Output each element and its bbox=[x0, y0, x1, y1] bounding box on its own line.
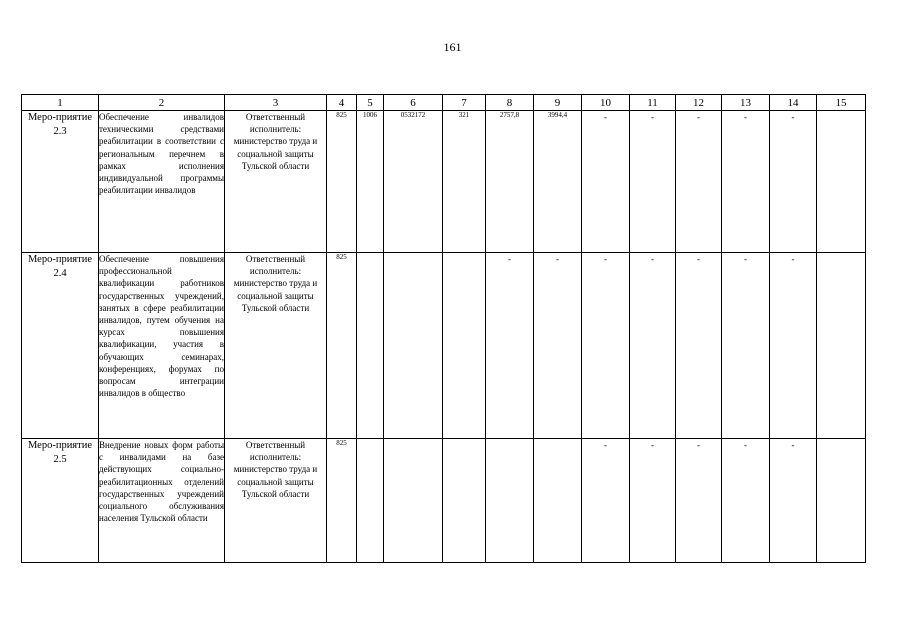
table-cell: - bbox=[722, 253, 770, 439]
table-cell: 3994,4 bbox=[534, 111, 582, 253]
header-row bbox=[22, 95, 866, 111]
header-cell: 13 bbox=[722, 95, 770, 111]
header-cell: 10 bbox=[582, 95, 630, 111]
table-cell bbox=[817, 439, 866, 563]
table-cell: - bbox=[630, 111, 676, 253]
header-cell: 3 bbox=[225, 95, 327, 111]
table-cell bbox=[357, 439, 384, 563]
header-cell: 1 bbox=[22, 95, 99, 111]
header-cell: 14 bbox=[770, 95, 817, 111]
table-cell bbox=[357, 253, 384, 439]
table-cell: - bbox=[486, 253, 534, 439]
table-cell: - bbox=[676, 253, 722, 439]
table-cell: 825 bbox=[327, 111, 357, 253]
header-cell: 5 bbox=[357, 95, 384, 111]
header-cell: 7 bbox=[443, 95, 486, 111]
table-cell: 2757,8 bbox=[486, 111, 534, 253]
measure-name: Меро-приятие 2.3 bbox=[22, 111, 99, 253]
table-cell bbox=[443, 253, 486, 439]
measure-description: Внедрение новых форм работы с инвалидами на базе действующих социально-реабилитационных отделений государственных учреждений социального обслуживания населения Тульской области bbox=[99, 439, 225, 563]
table-cell: - bbox=[676, 111, 722, 253]
table-cell: 321 bbox=[443, 111, 486, 253]
table-cell: - bbox=[534, 253, 582, 439]
table-cell: - bbox=[676, 439, 722, 563]
table-cell: - bbox=[582, 439, 630, 563]
page-number: 161 bbox=[443, 40, 462, 54]
table-cell bbox=[486, 439, 534, 563]
header-cell: 11 bbox=[630, 95, 676, 111]
header-cell: 6 bbox=[384, 95, 443, 111]
budget-table bbox=[21, 94, 866, 563]
table-cell: - bbox=[770, 111, 817, 253]
table-cell: - bbox=[722, 439, 770, 563]
header-cell: 12 bbox=[676, 95, 722, 111]
table-cell: 825 bbox=[327, 253, 357, 439]
table-cell bbox=[443, 439, 486, 563]
measure-executor: Ответственный исполнитель: министерство труда и социальной защиты Тульской области bbox=[225, 253, 327, 439]
measure-description: Обеспечение повышения профессиональной квалификации работников государственных учреждений, занятых в сфере реабилитации инвалидов, путем обучения на курсах повышения квалификации, участия в обучающих семинарах, конференциях, форумах по вопросам интеграции инвалидов в общество bbox=[99, 253, 225, 439]
table-row-measure-2-3 bbox=[22, 111, 866, 253]
table-cell: 825 bbox=[327, 439, 357, 563]
table-row-measure-2-4 bbox=[22, 253, 866, 439]
header-cell: 9 bbox=[534, 95, 582, 111]
table-cell bbox=[384, 439, 443, 563]
measure-name: Меро-приятие 2.5 bbox=[22, 439, 99, 563]
table-cell: - bbox=[582, 253, 630, 439]
measure-name: Меро-приятие 2.4 bbox=[22, 253, 99, 439]
header-cell: 4 bbox=[327, 95, 357, 111]
table-cell: - bbox=[630, 439, 676, 563]
table-cell: - bbox=[770, 439, 817, 563]
table-cell bbox=[384, 253, 443, 439]
measure-description: Обеспечение инвалидов техническими средствами реабилитации в соответствии с региональным перечнем в рамках исполнения индивидуальной программы реабилитации инвалидов bbox=[99, 111, 225, 253]
measure-executor: Ответственный исполнитель: министерство труда и социальной защиты Тульской области bbox=[225, 111, 327, 253]
header-cell: 2 bbox=[99, 95, 225, 111]
measure-executor: Ответственный исполнитель: министерство труда и социальной защиты Тульской области bbox=[225, 439, 327, 563]
table-cell: - bbox=[582, 111, 630, 253]
table-cell bbox=[817, 111, 866, 253]
table-cell: - bbox=[630, 253, 676, 439]
header-cell: 15 bbox=[817, 95, 866, 111]
table-cell: - bbox=[722, 111, 770, 253]
table-cell bbox=[534, 439, 582, 563]
table-cell: - bbox=[770, 253, 817, 439]
table-cell bbox=[817, 253, 866, 439]
table-cell: 1006 bbox=[357, 111, 384, 253]
header-cell: 8 bbox=[486, 95, 534, 111]
table-cell: 0532172 bbox=[384, 111, 443, 253]
table-row-measure-2-5 bbox=[22, 439, 866, 563]
